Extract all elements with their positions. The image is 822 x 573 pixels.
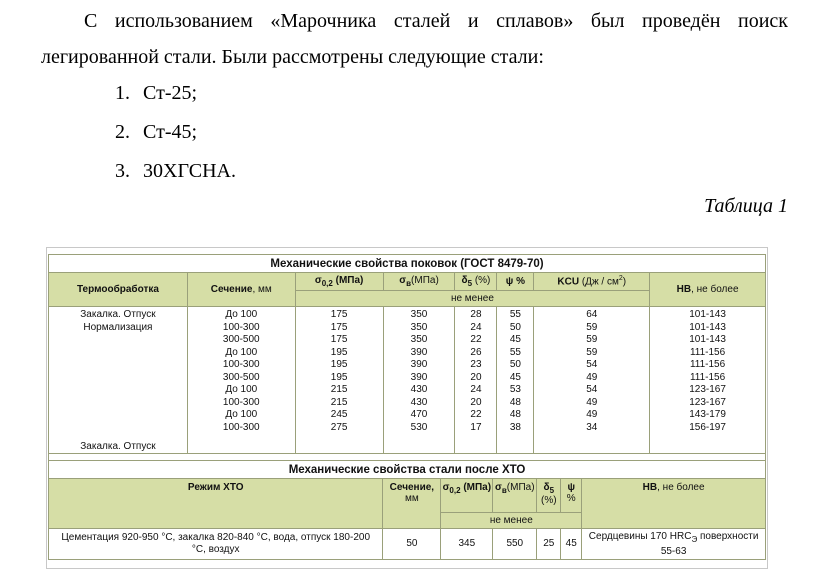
table-cell: 55: [509, 346, 521, 358]
table-cell: 101-143: [689, 334, 726, 345]
table-cell: 470: [410, 409, 428, 420]
table-cell: 100-300: [222, 321, 260, 333]
list-number: 3.: [115, 160, 130, 182]
table-cell: 59: [586, 346, 598, 358]
list-text: 30ХГСНА.: [143, 160, 236, 182]
forgings-table: [48, 254, 766, 472]
table-cell: 390: [410, 346, 428, 358]
sigma02-cell: 345: [441, 529, 493, 560]
table-cell: 54: [586, 359, 598, 370]
table-cell: 100-300: [222, 359, 260, 370]
header-kcu: KCU $(Дж / см^2)$: [534, 273, 650, 291]
header-sigmab: $\sigma_в(МПа)$: [493, 479, 537, 513]
table-row: [49, 307, 766, 454]
min-note: не менее: [295, 291, 649, 307]
table-cell: 26: [470, 346, 482, 358]
table-cell: 300-500: [222, 371, 260, 383]
table-cell: 195: [330, 346, 348, 358]
list-number: 1.: [115, 82, 130, 104]
header-hb: HB, не более: [650, 273, 766, 307]
table-cell: 175: [330, 334, 348, 345]
table-cell: 64: [586, 309, 598, 320]
table-cell: 215: [330, 396, 348, 408]
table-cell: 28: [470, 309, 482, 320]
table-cell: 111-156: [689, 359, 726, 370]
table-cell: 55: [509, 309, 521, 320]
table-cell: 101-143: [689, 321, 726, 333]
list-item: [115, 156, 236, 195]
table-cell: 22: [470, 409, 482, 420]
hb-cell: Сердцевины 170 $HRC_Э$ поверхности 55-63: [582, 529, 766, 560]
table-cell: 49: [586, 396, 598, 408]
header-psi: ψ %: [561, 479, 582, 513]
table-cell: 175: [330, 321, 348, 333]
table-cell: 50: [509, 359, 521, 370]
table-cell: 50: [509, 321, 521, 333]
kcu-column: [534, 307, 650, 454]
intro-line-2: легированной стали. Были рассмотрены следующие стали:: [41, 46, 544, 68]
table-cell: 59: [586, 334, 598, 345]
table-cell: 175: [330, 309, 348, 320]
table-cell: 143-179: [689, 409, 726, 420]
table-cell: 430: [410, 396, 428, 408]
psi-column: [497, 307, 534, 454]
sigma02-column: [295, 307, 383, 454]
table-cell: 24: [470, 384, 482, 395]
section-column: [187, 307, 295, 454]
table-cell: 215: [330, 384, 348, 395]
table-cell: 111-156: [689, 371, 726, 383]
table-cell: 24: [470, 321, 482, 333]
hb-column: [650, 307, 766, 454]
table-cell: 390: [410, 359, 428, 370]
table-cell: 48: [509, 396, 521, 408]
table-cell: 38: [509, 421, 521, 433]
table2-title: Механические свойства стали после ХТО: [49, 461, 766, 479]
list-text: Ст-25;: [143, 82, 198, 104]
table-cell: 59: [586, 321, 598, 333]
table-cell: 17: [470, 421, 482, 433]
table-row: [49, 529, 766, 560]
header-psi: ψ %: [497, 273, 534, 291]
list-number: 2.: [115, 121, 130, 143]
table-cell: До 100: [225, 409, 258, 420]
table-image: [46, 247, 768, 569]
table-cell: 350: [410, 309, 428, 320]
header-treatment: Термообработка: [49, 273, 188, 307]
table-cell: 22: [470, 334, 482, 345]
header-hb: HB, не более: [582, 479, 766, 529]
section-cell: 50: [383, 529, 441, 560]
intro-line-1: С использованием «Марочника сталей и сплавов» был проведён поиск: [84, 10, 788, 32]
table-cell: 530: [410, 421, 428, 433]
table-cell: 49: [586, 409, 598, 420]
table-cell: 111-156: [689, 346, 726, 358]
treatment-cell: Закалка. Отпуск Нормализация Закалка. Отпуск: [49, 307, 188, 454]
mode-cell: Цементация 920-950 °С, закалка 820-840 °С, вода, отпуск 180-200 °С, воздух: [49, 529, 383, 560]
min-note: не менее: [441, 513, 582, 529]
header-section: Сечение, мм: [187, 273, 295, 307]
table-cell: 123-167: [689, 384, 726, 395]
table-cell: 34: [586, 421, 598, 433]
table-cell: 156-197: [689, 421, 726, 433]
table-cell: 430: [410, 384, 428, 395]
steel-list: [115, 78, 236, 195]
table-cell: 123-167: [689, 396, 726, 408]
list-item: [115, 78, 236, 117]
table-cell: 20: [470, 396, 482, 408]
table-cell: 45: [509, 371, 521, 383]
sigmab-column: [383, 307, 455, 454]
delta5-cell: 25: [537, 529, 561, 560]
table-cell: 20: [470, 371, 482, 383]
table-cell: 45: [509, 334, 521, 345]
table-cell: До 100: [225, 384, 258, 395]
table-cell: 195: [330, 371, 348, 383]
list-text: Ст-45;: [143, 121, 198, 143]
table-cell: 390: [410, 371, 428, 383]
table-cell: 101-143: [689, 309, 726, 320]
table-cell: 275: [330, 421, 348, 433]
sigmab-cell: 550: [493, 529, 537, 560]
psi-cell: 45: [561, 529, 582, 560]
list-item: [115, 117, 236, 156]
table-cell: До 100: [225, 309, 258, 320]
table-cell: 23: [470, 359, 482, 370]
table-cell: 54: [586, 384, 598, 395]
xto-table: [48, 460, 766, 560]
table-cell: 100-300: [222, 421, 260, 433]
table-cell: 100-300: [222, 396, 260, 408]
header-delta5: $\delta_5$ (%): [455, 273, 497, 291]
table-cell: 53: [509, 384, 521, 395]
header-sigma02: $\sigma_{0,2}$ (МПа): [295, 273, 383, 291]
intro-paragraph: [41, 3, 788, 75]
header-delta5: $\delta_5$ (%): [537, 479, 561, 513]
table-cell: 350: [410, 334, 428, 345]
table-cell: 350: [410, 321, 428, 333]
header-mode: Режим ХТО: [49, 479, 383, 529]
header-section: Сечение, мм: [383, 479, 441, 529]
delta5-column: [455, 307, 497, 454]
header-sigmab: $\sigma_в(МПа)$: [383, 273, 455, 291]
table-cell: 195: [330, 359, 348, 370]
table1-title: Механические свойства поковок (ГОСТ 8479-70): [49, 255, 766, 273]
table-caption: Таблица 1: [704, 195, 788, 217]
table-cell: 300-500: [222, 334, 260, 345]
header-sigma02: $\sigma_{0,2}$ (МПа): [441, 479, 493, 513]
table-cell: 48: [509, 409, 521, 420]
table-cell: До 100: [225, 346, 258, 358]
table-cell: 245: [330, 409, 348, 420]
table-cell: 49: [586, 371, 598, 383]
